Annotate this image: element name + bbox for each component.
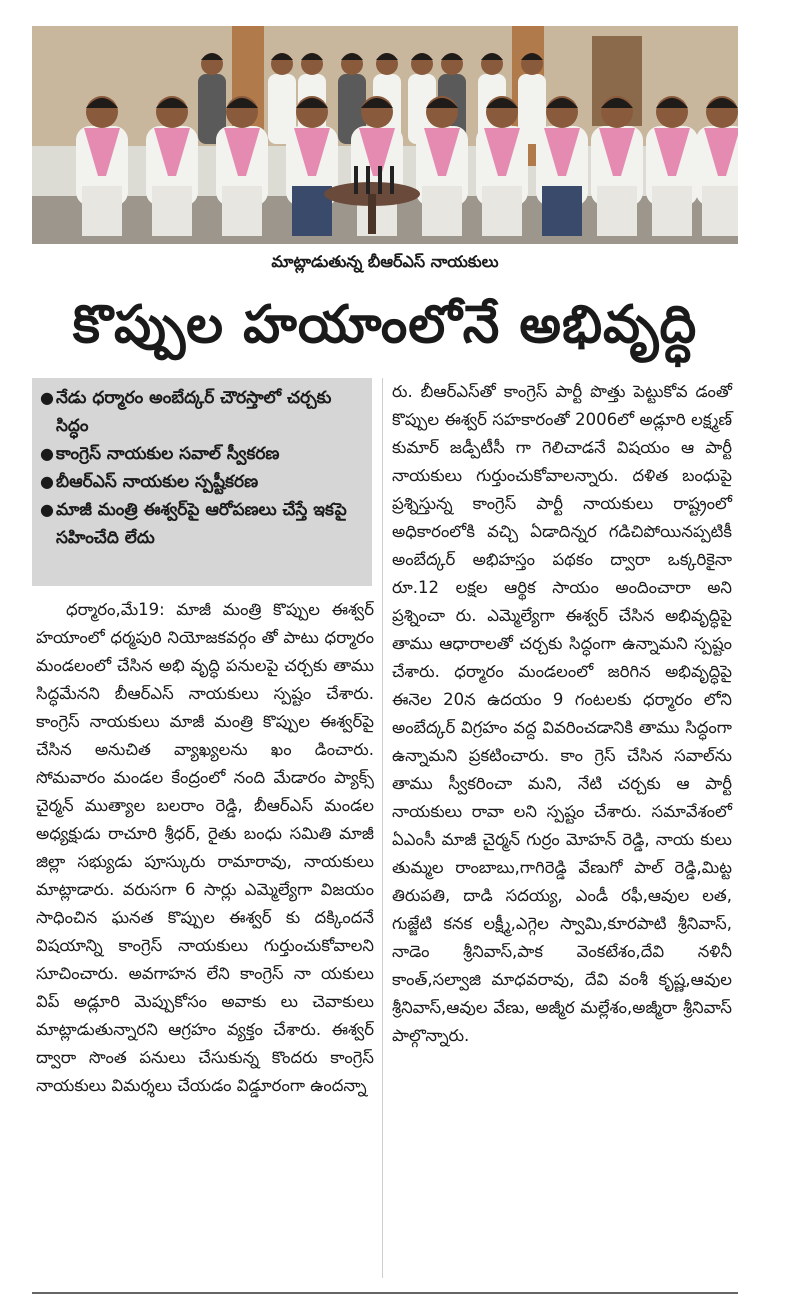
person-legs: [597, 186, 637, 236]
highlight-text: మాజీ మంత్రి ఈశ్వర్‌పై ఆరోపణలు చేస్తే ఇకపై సహించేది లేదు: [56, 500, 347, 548]
highlight-item: [38, 384, 364, 440]
person-legs: [82, 186, 122, 236]
highlight-text: కాంగ్రెస్ నాయకుల సవాల్ స్వీకరణ: [56, 444, 280, 464]
highlights-box: [32, 378, 372, 586]
highlight-item: [38, 496, 364, 552]
microphone-icon: [390, 166, 394, 194]
highlight-item: [38, 440, 364, 468]
person-legs: [422, 186, 462, 236]
highlight-item: [38, 468, 364, 496]
person-legs: [482, 186, 522, 236]
person-legs: [542, 186, 582, 236]
person-legs: [652, 186, 692, 236]
article-column-right: [392, 378, 732, 1278]
bullet-icon: ●: [40, 472, 54, 491]
microphone-icon: [354, 166, 358, 194]
article-paragraph: ధర్మారం,మే19: మాజీ మంత్రి కొప్పుల ఈశ్వర్ హయాంలో ధర్మపురి నియోజకవర్గం తో పాటు ధర్మారం మండలంలో చేసిన అభి వృద్ధి పనులపై చర్చకు తాము సిద్ధమేనని బీఆర్ఎస్ నాయకులు స్పష్టం చేశారు. కాంగ్రెస్ నాయకులు మాజీ మంత్రి కొప్పుల ఈశ్వర్‌పై చేసిన అనుచిత వ్యాఖ్యలను ఖం డించారు. సోమవారం మండల కేంద్రంలో నంది మేడారం ప్యాక్స్ చైర్మన్ ముత్యాల బలరాం రెడ్డి, బీఆర్ఎస్ మండల అధ్యక్షుడు రాచూరి శ్రీధర్, రైతు బంధు సమితి మాజీ జిల్లా సభ్యుడు పూస్కురు రామారావు, నాయకులు మాట్లాడారు. వరుసగా 6 సార్లు ఎమ్మెల్యేగా విజయం సాధించిన ఘనత కొప్పుల ఈశ్వర్ కు దక్కిందనే విషయాన్ని కాంగ్రెస్ నాయకులు గుర్తుంచుకోవాలని సూచించారు. అవగాహన లేని కాంగ్రెస్ నా యకులు విప్ అడ్లూరి మెప్పుకోసం అవాకు లు చెవాకులు మాట్లాడుతున్నారని ఆగ్రహం వ్యక్తం చేశారు. ఈశ్వర్ ద్వారా సొంత పనులు చేసుకున్న కొందరు కాంగ్రెస్ నాయకులు విమర్శలు చేయడం విడ్డూరంగా ఉందన్నా: [36, 600, 374, 1095]
microphone-icon: [378, 166, 382, 194]
person-legs: [702, 186, 738, 236]
bullet-icon: ●: [40, 444, 54, 463]
bullet-icon: ●: [40, 500, 54, 519]
photo-caption: మాట్లాడుతున్న బీఆర్ఎస్ నాయకులు: [271, 252, 499, 271]
article-paragraph: రు. బీఆర్ఎస్‌తో కాంగ్రెస్ పార్టీ పొత్తు పెట్టుకోవ డంతో కొప్పుల ఈశ్వర్ సహకారంతో 2006లో అడ్లూరి లక్ష్మణ్ కుమార్ జడ్పీటీసీ గా గెలిచాడనే విషయం ఆ పార్టీ నాయకులు గుర్తుంచుకోవాలన్నారు. దళిత బంధుపై ప్రశ్నిస్తున్న కాంగ్రెస్ పార్టీ నాయకులు రాష్ట్రంలో అధికారంలోకి వచ్చి ఏడాదిన్నర గడిచిపోయినప్పటికీ అంబేద్కర్ అభిహస్తం పథకం ద్వారా ఒక్కరికైనా రూ.12 లక్షల ఆర్థిక సాయం అందించారా అని ప్రశ్నించా రు. ఎమ్మెల్యేగా ఈశ్వర్ చేసిన అభివృద్ధిపై తాము ఆధారాలతో చర్చకు సిద్ధంగా ఉన్నామని స్పష్టం చేశారు. ధర్మారం మండలంలో జరిగిన అభివృద్ధిపై ఈనెల 20న ఉదయం 9 గంటలకు ధర్మారం లోని అంబేద్కర్ విగ్రహం వద్ద వివరించడానికి తాము సిద్ధంగా ఉన్నామని ప్రకటించారు. కాం గ్రెస్ చేసిన సవాల్‌ను తాము స్వీకరించా మని, నేటి చర్చకు ఆ పార్టీ నాయకులు రావా లని స్పష్టం చేశారు. సమావేశంలో ఏఎంసీ మాజీ చైర్మన్ గుర్రం మోహన్ రెడ్డి, నాయ కులు తుమ్మల రాంబాబు,గాగిరెడ్డి వేణుగో పాల్ రెడ్డి,మిట్ట తిరుపతి, దాడి సదయ్య, ఎండీ రఫీ,ఆవుల లత, గుజ్జేటి కనక లక్ష్మీ,ఎగ్గెల స్వామి,కూరపాటి శ్రీనివాస్, నాడెం శ్రీనివాస్,పాక వెంకటేశం,దేవి నళినీ కాంత్,సల్వాజి మాధవరావు, దేవి వంశీ కృష్ణ,ఆవుల శ్రీనివాస్,ఆవుల వేణు, అజ్మీర మల్లేశం,అజ్మీరా శ్రీనివాస్ పాల్గొన్నారు.: [392, 382, 732, 1045]
article-column-left: [36, 596, 374, 1276]
group-photo: [32, 26, 738, 244]
bullet-icon: ●: [40, 388, 54, 407]
microphone-icon: [366, 166, 370, 194]
person-legs: [222, 186, 262, 236]
headline: కొప్పుల హయాంలోనే అభివృద్ధి: [72, 295, 698, 355]
group-photo-icon: [32, 26, 738, 244]
column-divider: [382, 378, 383, 1278]
person-legs: [152, 186, 192, 236]
photo-table-leg: [368, 194, 376, 234]
bottom-rule: [32, 1292, 738, 1294]
highlight-text: నేడు ధర్మారం అంబేద్కర్ చౌరస్తాలో చర్చకు సిద్ధం: [56, 388, 332, 436]
highlight-text: బీఆర్ఎస్ నాయకుల స్పష్టీకరణ: [56, 472, 259, 492]
